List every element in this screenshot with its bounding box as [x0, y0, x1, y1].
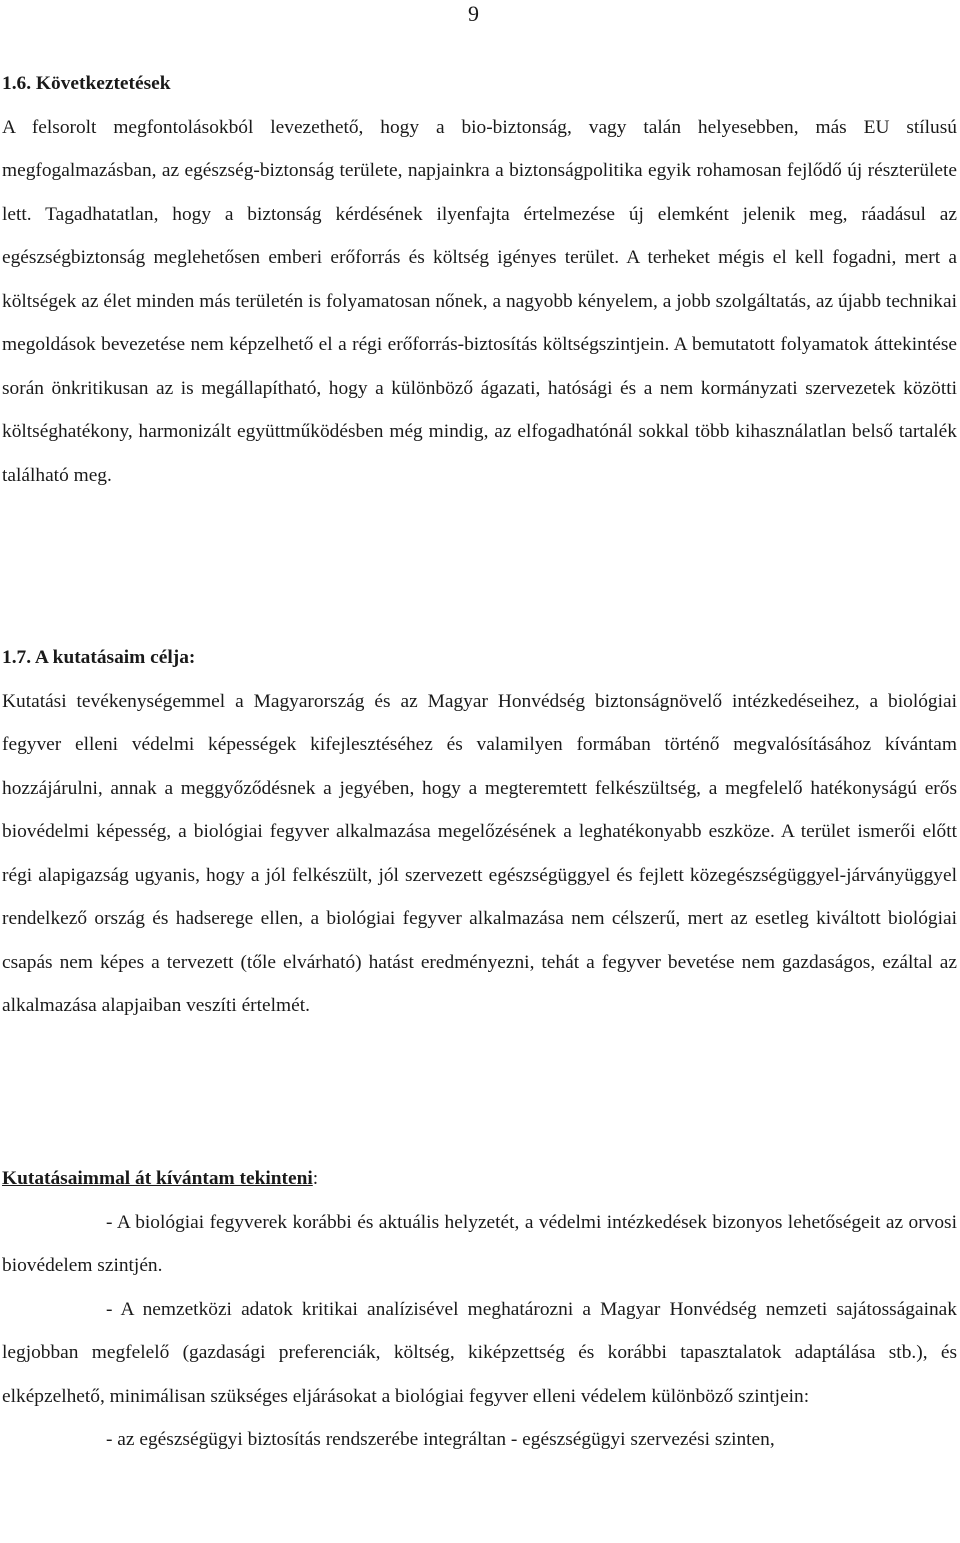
- section-1-6-paragraph: A felsorolt megfontolásokból levezethető, hogy a bio-biztonság, vagy talán helyesebben, más EU stílusú megfogalmazásban, az egészség-biztonság területe, napjainkra a biztonságpolitika egyik rohamosan fejlődő új részterülete lett. Tagadhatatlan, hogy a biztonság kérdésének ilyenfajta értelmezése új elemként jelenik meg, ráadásul az egészségbiztonság meglehetősen emberi erőforrás és költség igényes terület. A terheket mégis el kell fogadni, mert a költségek az élet minden más területén is folyamatosan nőnek, a nagyobb kényelem, a jobb szolgáltatás, az újabb technikai megoldások bevezetése nem képzelhető el a régi erőforrás-biztosítás költségszintjein. A bemutatott folyamatok áttekintése során önkritikusan az is megállapítható, hogy a különböző ágazati, hatósági és a nem kormányzati szervezetek közötti költséghatékony, harmonizált együttműködésben még mindig, az elfogadhatónál sokkal több kihasználatlan belső tartalék található meg.: [2, 116, 957, 486]
- page-number: 9: [468, 1, 479, 26]
- research-list-item: - A nemzetközi adatok kritikai analízisével meghatározni a Magyar Honvédség nemzeti sajátosságainak legjobban megfelelő (gazdasági preferenciák, költség, kiképzettség és korábbi tapasztalatok adaptálása stb.), és elképzelhető, minimálisan szükséges eljárásokat a biológiai fegyver elleni védelem különböző szintjein:: [2, 1298, 957, 1407]
- research-list-heading-suffix: :: [312, 1168, 319, 1189]
- research-list-item: - A biológiai fegyverek korábbi és aktuális helyzetét, a védelmi intézkedések bizonyos lehetőségeit az orvosi biovédelem szintjén.: [2, 1211, 957, 1276]
- section-1-6: [2, 62, 957, 497]
- section-1-7-heading: [2, 636, 957, 680]
- research-list-item: - az egészségügyi biztosítás rendszerébe integráltan - egészségügyi szervezési szinten,: [106, 1429, 775, 1450]
- section-1-7-paragraph: Kutatási tevékenységemmel a Magyarország és az Magyar Honvédség biztonságnövelő intézkedéseihez, a biológiai fegyver elleni védelmi képességek kifejlesztéséhez és valamilyen formában történő megvalósításához kívántam hozzájárulni, annak a meggyőződésnek a jegyében, hogy a megteremtett felkészültség, a megfelelő hatékonyságú erős biovédelmi képesség, a biológiai fegyver alkalmazása megelőzésének a leghatékonyabb eszköze. A terület ismerői előtt régi alapigazság ugyanis, hogy a jól felkészült, jól szervezett egészségüggyel és fejlett közegészségüggyel-járványüggyel rendelkező ország és hadserege ellen, a biológiai fegyver alkalmazása nem célszerű, mert az esetleg kiváltott biológiai csapás nem képes a tervezett (tőle elvárható) hatást eredményezni, tehát a fegyver bevetése nem gazdaságos, ezáltal az alkalmazása alapjaiban veszíti értelmét.: [2, 690, 957, 1016]
- research-list-heading-line: [2, 1157, 957, 1201]
- section-1-7: [2, 636, 957, 1028]
- research-list: [2, 1157, 957, 1462]
- section-1-7-number: 1.7.: [2, 647, 32, 668]
- section-1-7-title: A kutatásaim célja:: [34, 647, 196, 668]
- research-list-heading: Kutatásaimmal át kívántam tekinteni: [2, 1168, 313, 1189]
- section-1-6-heading: 1.6. Következtetések: [2, 73, 171, 94]
